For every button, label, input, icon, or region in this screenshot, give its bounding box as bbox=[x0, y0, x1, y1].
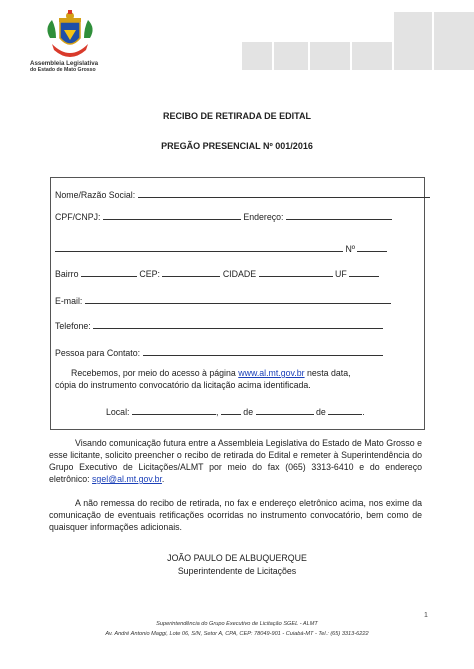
label-email: E-mail: bbox=[55, 296, 83, 306]
email-link[interactable]: sgel@al.mt.gov.br bbox=[92, 474, 162, 484]
document-title: RECIBO DE RETIRADA DE EDITAL bbox=[162, 111, 311, 121]
label-cidade: CIDADE bbox=[222, 269, 257, 279]
input-nome[interactable] bbox=[138, 189, 430, 198]
signature-name: JOÃO PAULO DE ALBUQUERQUE bbox=[167, 553, 307, 563]
signature-role: Superintendente de Licitações bbox=[177, 566, 297, 576]
footer-line2: Av. André Antonio Maggi, Lote 06, S/N, Setor A, CPA, CEP: 78049-901 - Cuiabá-MT - Tel.: (65) 3313-6222 bbox=[105, 631, 369, 637]
receipt-text-line2: cópia do instrumento convocatório da licitação acima identificada. bbox=[55, 380, 311, 390]
input-mes[interactable] bbox=[256, 406, 314, 415]
field-contato bbox=[55, 347, 383, 358]
label-contato: Pessoa para Contato: bbox=[55, 348, 141, 358]
label-local: Local: bbox=[106, 407, 130, 417]
site-link[interactable]: www.al.mt.gov.br bbox=[238, 368, 305, 378]
input-contato[interactable] bbox=[143, 347, 383, 356]
field-cpf-endereco bbox=[55, 211, 392, 222]
label-de2: de bbox=[316, 407, 326, 417]
input-local[interactable] bbox=[132, 406, 219, 417]
input-endereco-cont[interactable] bbox=[55, 243, 343, 252]
field-nome bbox=[55, 189, 430, 200]
paragraph-communication-text: Visando comunicação futura entre a Assembleia Legislativa do Estado de Mato Grosso e esse licitante, solicito preencher o recibo de retirada do Edital e remeter à Superintendência do Grupo Executivo de Licitações/ALMT por meio do fax (065) 3313-6410 e do endereço eletrônico: bbox=[49, 438, 422, 484]
label-de1: de bbox=[243, 407, 254, 417]
document-subtitle: PREGÃO PRESENCIAL Nº 001/2016 bbox=[161, 141, 313, 151]
label-telefone: Telefone: bbox=[55, 321, 91, 331]
field-endereco-cont bbox=[55, 243, 387, 254]
page-number: 1 bbox=[424, 612, 428, 619]
input-uf[interactable] bbox=[349, 268, 379, 277]
org-name-line2: do Estado de Mato Grosso bbox=[30, 67, 96, 73]
receipt-text-post: nesta data, bbox=[304, 368, 351, 378]
label-endereco: Endereço: bbox=[243, 212, 284, 222]
label-bairro: Bairro bbox=[55, 269, 79, 279]
input-bairro[interactable] bbox=[81, 268, 137, 277]
label-uf: UF bbox=[334, 269, 347, 279]
input-telefone[interactable] bbox=[93, 320, 383, 329]
input-numero[interactable] bbox=[357, 243, 387, 252]
input-cep[interactable] bbox=[162, 268, 220, 277]
field-email bbox=[55, 295, 391, 306]
label-nome: Nome/Razão Social: bbox=[55, 190, 136, 200]
receipt-text-pre: Recebemos, por meio do acesso à página bbox=[71, 368, 239, 378]
label-cep: CEP: bbox=[139, 269, 160, 279]
input-cpf[interactable] bbox=[103, 211, 241, 220]
paragraph-communication bbox=[49, 437, 422, 485]
input-ano[interactable] bbox=[328, 406, 365, 417]
label-cpf: CPF/CNPJ: bbox=[55, 212, 101, 222]
org-name-line1: Assembleia Legislativa bbox=[30, 60, 99, 67]
date-period: . bbox=[362, 407, 365, 417]
coat-of-arms-icon bbox=[42, 8, 98, 62]
footer-line1: Superintendência do Grupo Executivo de Licitação SGEL - ALMT bbox=[156, 621, 318, 627]
field-bairro-cep bbox=[55, 268, 379, 279]
paragraph-communication-end: . bbox=[161, 474, 165, 484]
field-local-data bbox=[106, 406, 365, 417]
input-email[interactable] bbox=[85, 295, 391, 304]
field-telefone bbox=[55, 320, 383, 331]
label-numero: Nº bbox=[345, 244, 356, 254]
local-comma: , bbox=[215, 407, 219, 417]
input-dia[interactable] bbox=[221, 406, 241, 415]
input-endereco[interactable] bbox=[286, 211, 392, 220]
paragraph-disclaimer: A não remessa do recibo de retirada, no fax e endereço eletrônico acima, nos exime da comunicação de eventuais retificações ocorridas no instrumento convocatório, bem como de quaisquer informações adicionais. bbox=[49, 498, 422, 532]
header-decoration bbox=[242, 12, 474, 70]
input-cidade[interactable] bbox=[259, 268, 333, 277]
receipt-statement bbox=[55, 368, 415, 390]
